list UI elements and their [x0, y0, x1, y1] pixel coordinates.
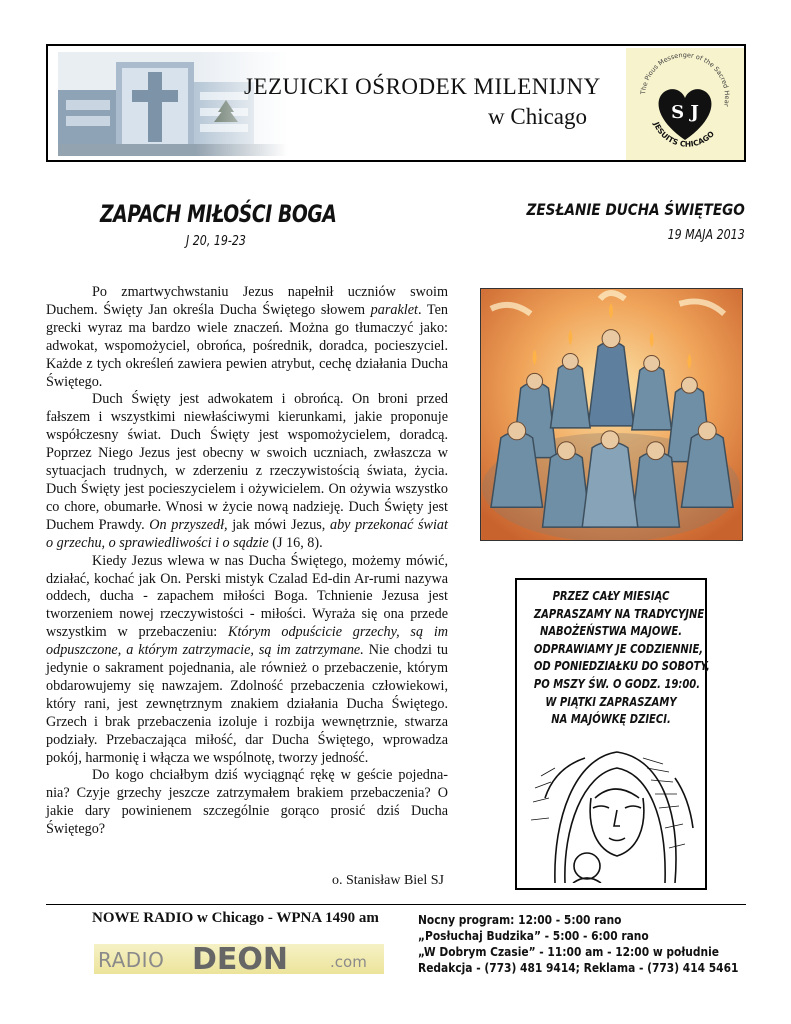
- radio-deon-logo: [94, 942, 384, 977]
- article-body: [46, 284, 448, 839]
- article-paragraph: Po zmartwychwstaniu Jezus napełnił uczniów swoim Duchem. Święty Jan określa Ducha Świętego słowem paraklet. Ten grecki wyraz ma bardzo wiele znaczeń. Można go tłumaczyć jako: adwokat, wspomożyciel, obrońca, pośrednik, doradca, pocieszyciel. Każde z tych określeń zawiera pewien atrybut, cechę działania Ducha Świętego.: [46, 284, 448, 390]
- center-title: JEZUICKI OŚRODEK MILENIJNY: [244, 74, 601, 99]
- feast-title: ZESŁANIE DUCHA ŚWIĘTEGO: [526, 200, 745, 219]
- svg-text:JESUITS CHICAGO: JESUITS CHICAGO: [651, 120, 716, 149]
- pentecost-painting-image: [480, 288, 743, 541]
- article-paragraph: Duch Święty jest adwokatem i obrońcą. On broni przed fałszem i wszystkimi niewłaściwymi kierunkami, jakie proponuje współczesny świat. Duch Święty jest wspomożycielem, doradcą. Poprzez Niego Jezus jest obecny w swoich uczniach, zwłaszcza w sytuacjach trudnych, w zderzeniu z rzeczywistością świata, życia. Duch Święty jest pocieszycielem i ożywicielem. On ożywia wszystko co chore, obumarłe. Wnosi w życie nową nadzieję. Duch Święty jest Duchem Prawdy. On przyszedł, jak mówi Jezus, aby przekonać świat o grzechu, o sprawiedliwości i o sądzie (J 16, 8).: [46, 391, 448, 551]
- schedule-line: „W Dobrym Czasie” - 11:00 am - 12:00 w południe: [418, 944, 719, 959]
- svg-text:S J: S J: [671, 102, 699, 123]
- article-title: ZAPACH MIŁOŚCI BOGA: [100, 200, 337, 228]
- feast-date: 19 MAJA 2013: [667, 228, 745, 243]
- announcement-line: NA MAJÓWKĘ DZIECI.: [551, 712, 671, 727]
- announcement-text: [533, 588, 710, 729]
- center-location: w Chicago: [488, 104, 588, 129]
- logo-radio-word: RADIO: [98, 948, 165, 972]
- announcement-line: OD PONIEDZIAŁKU DO SOBOTY,: [533, 659, 710, 674]
- logo-domain-suffix: .com: [330, 953, 367, 971]
- article-paragraph: Kiedy Jezus wlewa w nas Ducha Świętego, możemy mówić, działać, kochać jak On. Perski mistyk Czalad Ed-din Ar-rumi nazywa oddech, ducha - zapachem miłości Boga. Tchnienie Jezusa jest tworzeniem nowej rzeczywistości - miłości. Wyraża się ona przede wszystkim w przebaczeniu: Którym odpuścicie grzechy, są im odpuszczone, a którym zatrzymacie, są im zatrzymane. Nie chodzi tu jedynie o sakrament pojednania, ale również o przebaczenie, którym obdarowujemy się nawzajem. Zdolność przebaczenia człowiekowi, który rani, jest zewnętrznym znakiem działania Ducha Świętego. Grzech i brak przebaczenia izoluje i rozbija wewnętrznie, stwarza podziały. Przebaczająca miłość, dar Ducha Świętego, wprowadza pokój, harmonię i włącza we wspólnotę, tworzy jedność.: [46, 552, 449, 766]
- church-building-image: [58, 52, 288, 156]
- masthead: [46, 44, 746, 162]
- article-paragraph: Do kogo chciałbym dziś wyciągnąć rękę w geście pojedna-nia? Czyje grzechy jeszcze zatrzymałem brakiem przebaczenia? O jakie dary powinienem szczególnie gorąco prosić dziś Ducha Świętego?: [46, 767, 448, 838]
- announcement-line: ODPRAWIAMY JE CODZIENNIE,: [533, 641, 704, 656]
- announcement-line: PRZEZ CAŁY MIESIĄC: [552, 589, 670, 603]
- announcement-line: NABOŻEŃSTWA MAJOWE.: [539, 624, 683, 639]
- footer-divider: [46, 904, 746, 905]
- announcement-line: PO MSZY ŚW. O GODZ. 19:00.: [533, 676, 701, 691]
- announcement-line: ZAPRASZAMY NA TRADYCYJNE: [533, 606, 705, 621]
- scripture-reference: J 20, 19-23: [186, 234, 246, 249]
- may-devotion-announcement: [515, 578, 710, 890]
- schedule-line: Redakcja - (773) 481 9414; Reklama - (773) 414 5461: [418, 960, 739, 975]
- madonna-and-child-drawing: [525, 738, 699, 883]
- radio-station-title: NOWE RADIO w Chicago - WPNA 1490 am: [92, 910, 379, 926]
- announcement-line: W PIĄTKI ZAPRASZAMY: [545, 694, 677, 709]
- schedule-line: „Posłuchaj Budzika” - 5:00 - 6:00 rano: [418, 928, 649, 943]
- logo-deon-word: DEON: [192, 942, 289, 977]
- schedule-line: Nocny program: 12:00 - 5:00 rano: [418, 912, 622, 927]
- svg-text:The Pious Messenger of the Sac: The Pious Messenger of the Sacred Hear: [639, 51, 732, 108]
- radio-schedule: [418, 912, 738, 976]
- jesuits-chicago-logo: [626, 48, 744, 160]
- author-signature: o. Stanisław Biel SJ: [332, 873, 445, 888]
